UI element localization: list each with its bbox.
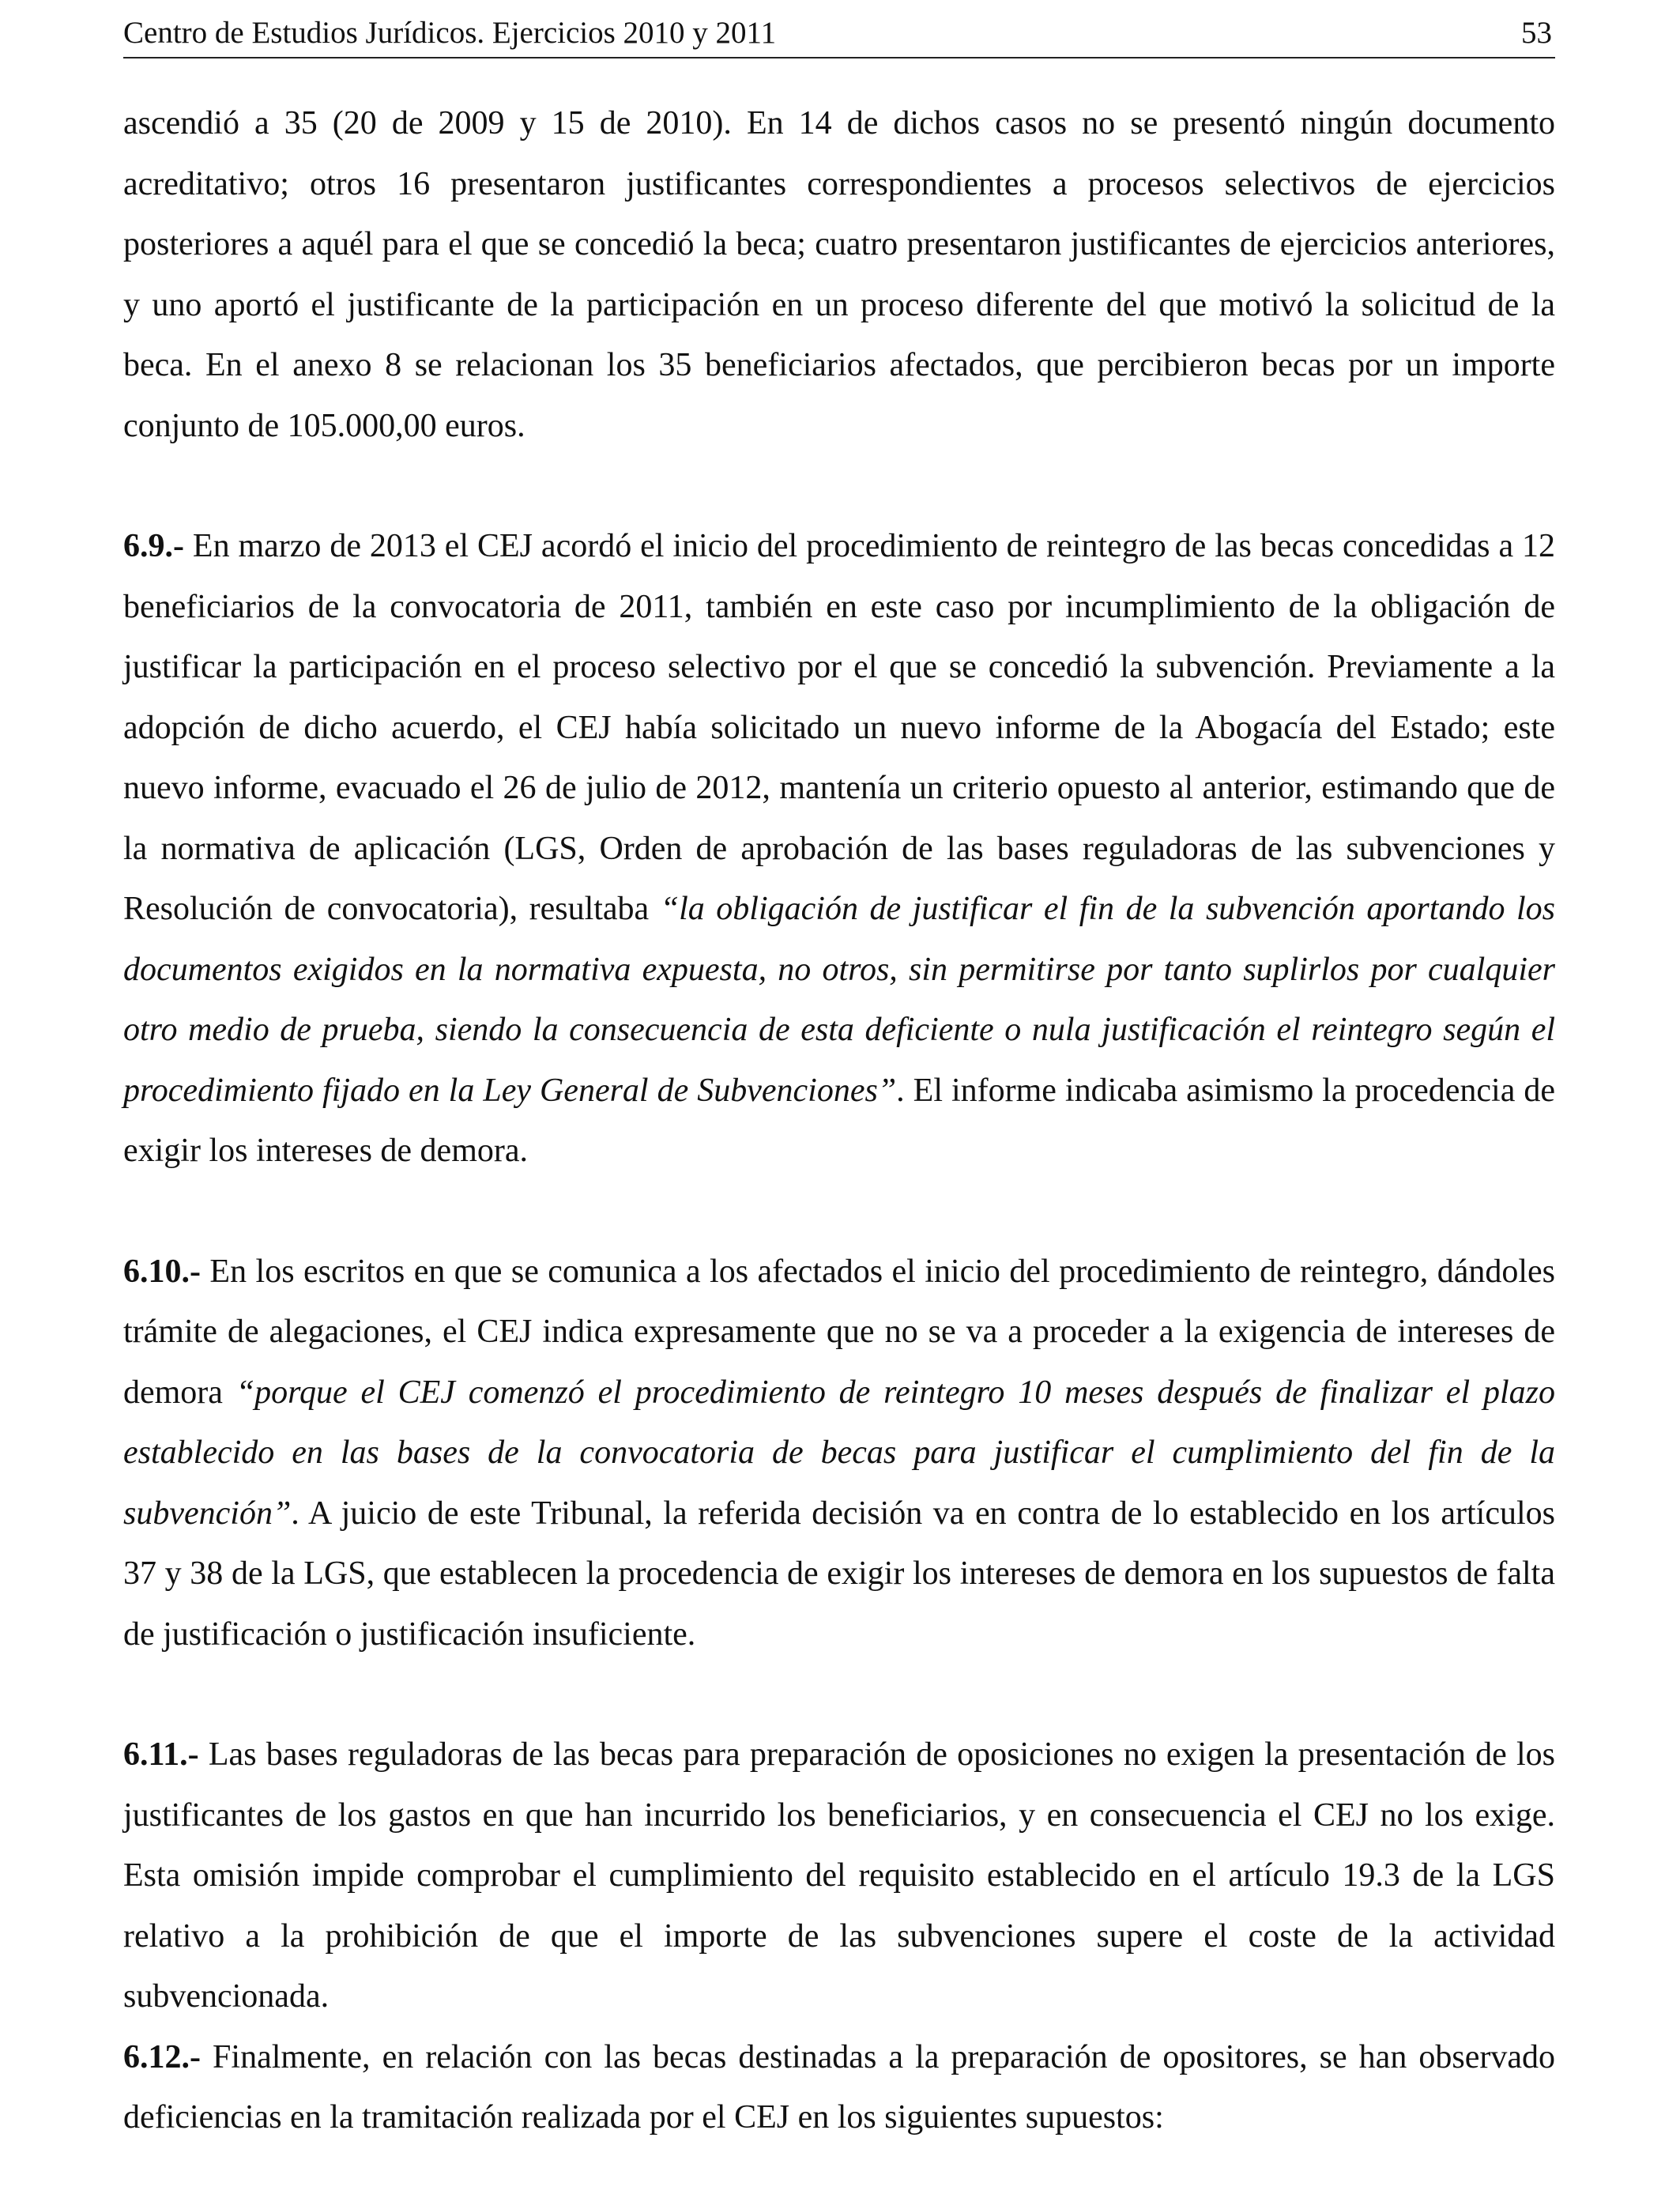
paragraph-text-end: . El informe indicaba asimismo la procedencia de exigir los intereses de demora. [123, 1072, 1555, 1169]
paragraph-continuation [123, 93, 1555, 456]
legal-quote: “la obligación de justificar el fin de la subvención aportando los documentos exigidos en la normativa expuesta, no otros, sin permitirse por tanto suplirlos por cualquier otro medio de prueba, siendo la consecuencia de esta deficiente o nula justificación el reintegro según el procedimiento fijado en la Ley General de Subvenciones” [123, 891, 1555, 1109]
paragraph-6-9 [123, 516, 1555, 1182]
paragraph-number: 6.12.- [123, 2038, 201, 2075]
paragraph-text-end: . A juicio de este Tribunal, la referida decisión va en contra de lo establecido en los artículos 37 y 38 de la LGS, que establecen la procedencia de exigir los intereses de demora en los supuestos de falta de justificación o justificación insuficiente. [123, 1495, 1555, 1653]
paragraph-number: 6.10.- [123, 1253, 201, 1290]
paragraph-text: En los escritos en que se comunica a los afectados el inicio del procedimiento de reintegro, dándoles trámite de alegaciones, el CEJ indica expresamente que no se va a proceder a la exigencia de intereses de demora [123, 1253, 1555, 1411]
document-title: Centro de Estudios Jurídicos. Ejercicios 2010 y 2011 [123, 16, 777, 50]
paragraph-text: En marzo de 2013 el CEJ acordó el inicio del procedimiento de reintegro de las becas concedidas a 12 beneficiarios de la convocatoria de 2011, también en este caso por incumplimiento de la obligación de justificar la participación en el proceso selectivo por el que se concedió la subvención. Previamente a la adopción de dicho acuerdo, el CEJ había solicitado un nuevo informe de la Abogacía del Estado; este nuevo informe, evacuado el 26 de julio de 2012, mantenía un criterio opuesto al anterior, estimando que de la normativa de aplicación (LGS, Orden de aprobación de las bases reguladoras de las subvenciones y Resolución de convocatoria), resultaba [123, 528, 1555, 927]
paragraph-text: ascendió a 35 (20 de 2009 y 15 de 2010). En 14 de dichos casos no se presentó ningún documento acreditativo; otros 16 presentaron justificantes correspondientes a procesos selectivos de ejercicios posteriores a aquél para el que se concedió la beca; cuatro presentaron justificantes de ejercicios anteriores, y uno aportó el justificante de la participación en un proceso diferente del que motivó la solicitud de la beca. En el anexo 8 se relacionan los 35 beneficiarios afectados, que percibieron becas por un importe conjunto de 105.000,00 euros. [123, 105, 1555, 444]
page-header [123, 9, 1555, 58]
paragraph-number: 6.9.- [123, 528, 184, 564]
paragraph-text: Las bases reguladoras de las becas para preparación de oposiciones no exigen la presentación de los justificantes de los gastos en que han incurrido los beneficiarios, y en consecuencia el CEJ no los exige. Esta omisión impide comprobar el cumplimiento del requisito establecido en el artículo 19.3 de la LGS relativo a la prohibición de que el importe de las subvenciones supere el coste de la actividad subvencionada. [123, 1736, 1555, 2015]
document-body [123, 93, 1555, 2148]
paragraph-number: 6.11.- [123, 1736, 199, 1773]
paragraph-6-12 [123, 2027, 1555, 2148]
paragraph-text: Finalmente, en relación con las becas destinadas a la preparación de opositores, se han observado deficiencias en la tramitación realizada por el CEJ en los siguientes supuestos: [123, 2038, 1555, 2136]
page-number: 53 [1521, 16, 1552, 50]
paragraph-6-10 [123, 1242, 1555, 1665]
legal-quote: “porque el CEJ comenzó el procedimiento de reintegro 10 meses después de finalizar el plazo establecido en las bases de la convocatoria de becas para justificar el cumplimiento del fin de la subvención” [123, 1374, 1555, 1532]
paragraph-6-11 [123, 1725, 1555, 2027]
